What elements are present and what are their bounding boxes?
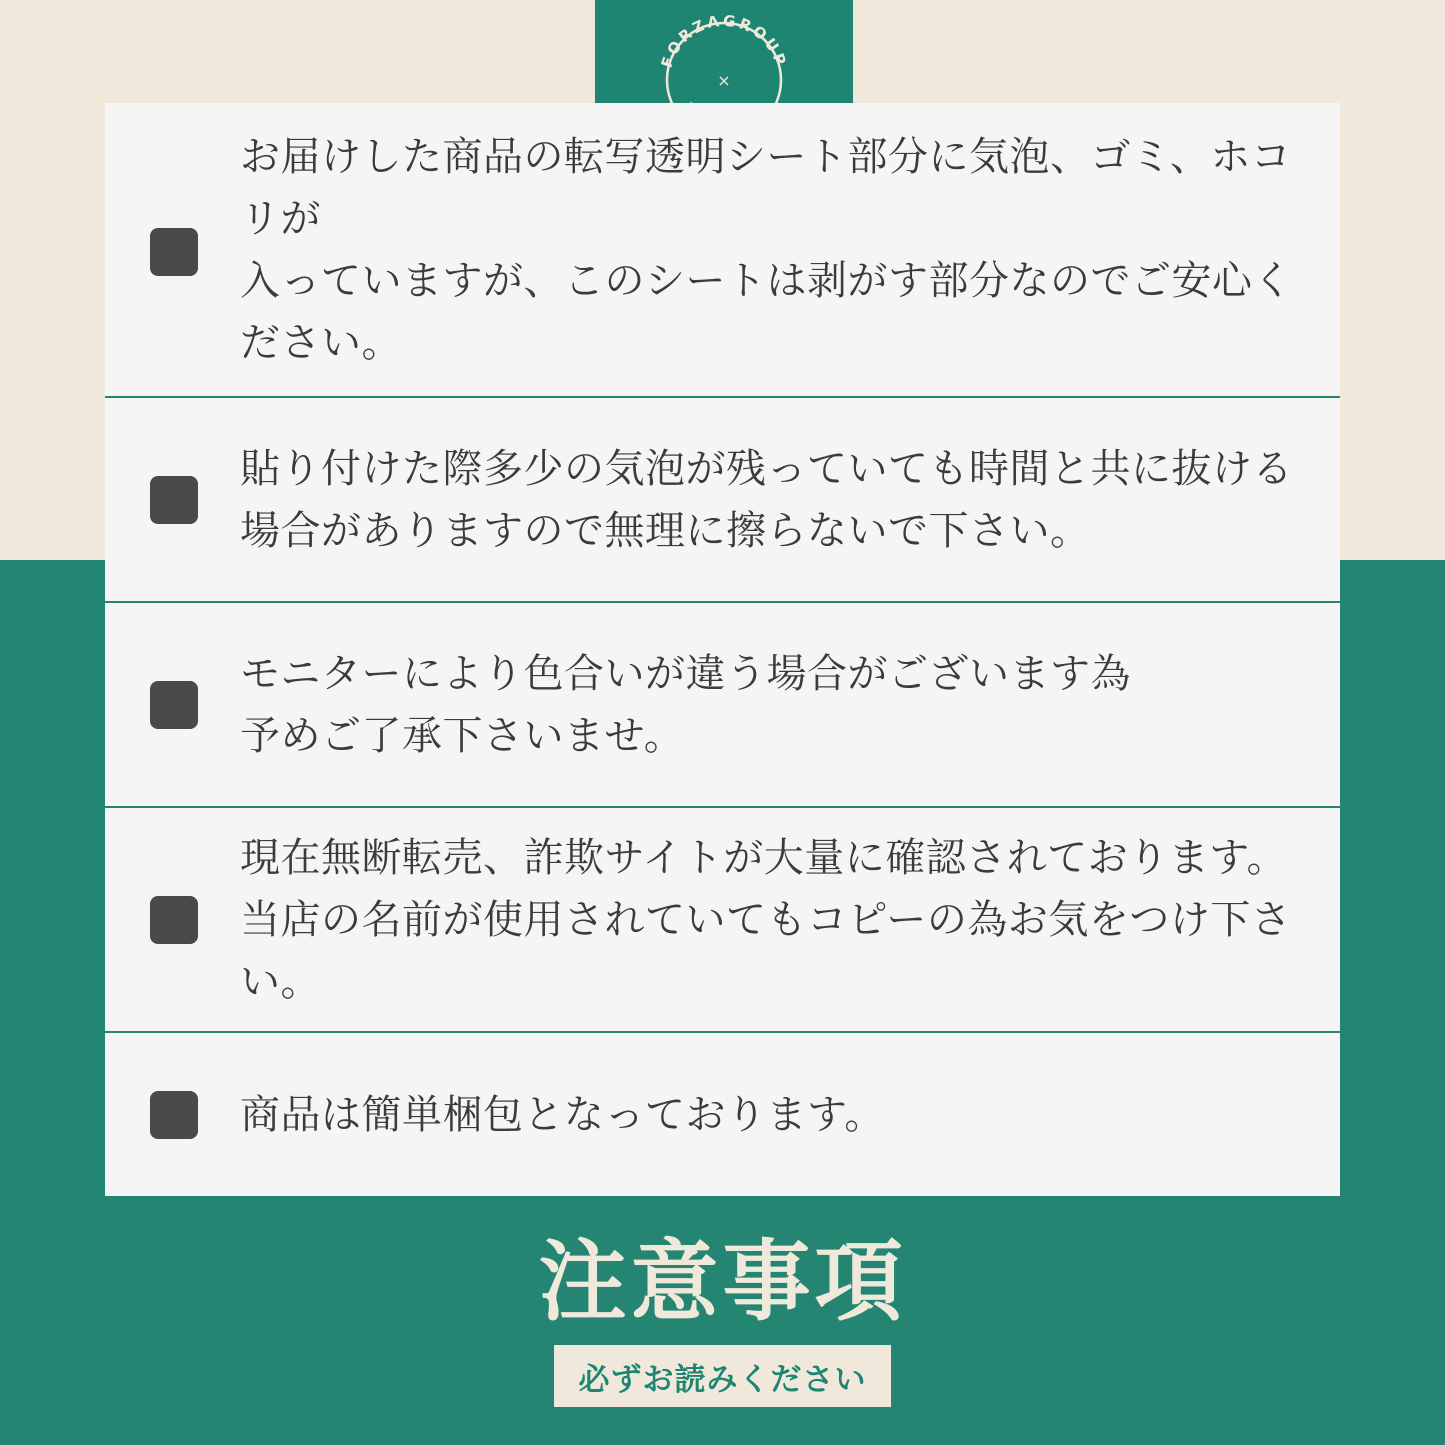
bullet-square-icon: [150, 1091, 198, 1139]
notice-item: [105, 103, 1340, 398]
notice-text: [240, 643, 1131, 767]
svg-text:×: ×: [717, 71, 731, 90]
notice-line: 場合がありますので無理に擦らないで下さい。: [240, 507, 1091, 554]
notice-line: お届けした商品の転写透明シート部分に気泡、ゴミ、ホコリが: [240, 133, 1292, 242]
notice-text: [240, 438, 1293, 562]
notice-line: 当店の名前が使用されていてもコピーの為お気をつけ下さい。: [240, 896, 1292, 1005]
notice-text: [240, 1084, 885, 1146]
page-title: 注意事項: [538, 1230, 907, 1333]
subtitle-badge: [554, 1345, 891, 1407]
bullet-square-icon: [150, 681, 198, 729]
notice-line: 予めご了承下さいませ。: [240, 712, 685, 759]
svg-text:FORZAGROUP: FORZAGROUP: [657, 11, 791, 71]
notice-line: 貼り付けた際多少の気泡が残っていても時間と共に抜ける: [240, 445, 1293, 492]
bullet-square-icon: [150, 896, 198, 944]
bullet-square-icon: [150, 476, 198, 524]
bullet-square-icon: [150, 228, 198, 276]
notice-item: [105, 603, 1340, 808]
notice-text: [240, 126, 1310, 374]
notice-text: [240, 827, 1310, 1013]
notice-item: [105, 398, 1340, 603]
notice-line: 商品は簡単梱包となっております。: [240, 1091, 885, 1138]
notice-line: モニターにより色合いが違う場合がございます為: [240, 650, 1131, 697]
notice-card: [105, 103, 1340, 1196]
notice-item: [105, 808, 1340, 1033]
subtitle-label: 必ずお読みください: [578, 1361, 867, 1398]
notice-item: [105, 1033, 1340, 1196]
notice-line: 入っていますが、このシートは剥がす部分なのでご安心ください。: [240, 257, 1293, 366]
notice-line: 現在無断転売、詐欺サイトが大量に確認されております。: [240, 834, 1287, 881]
